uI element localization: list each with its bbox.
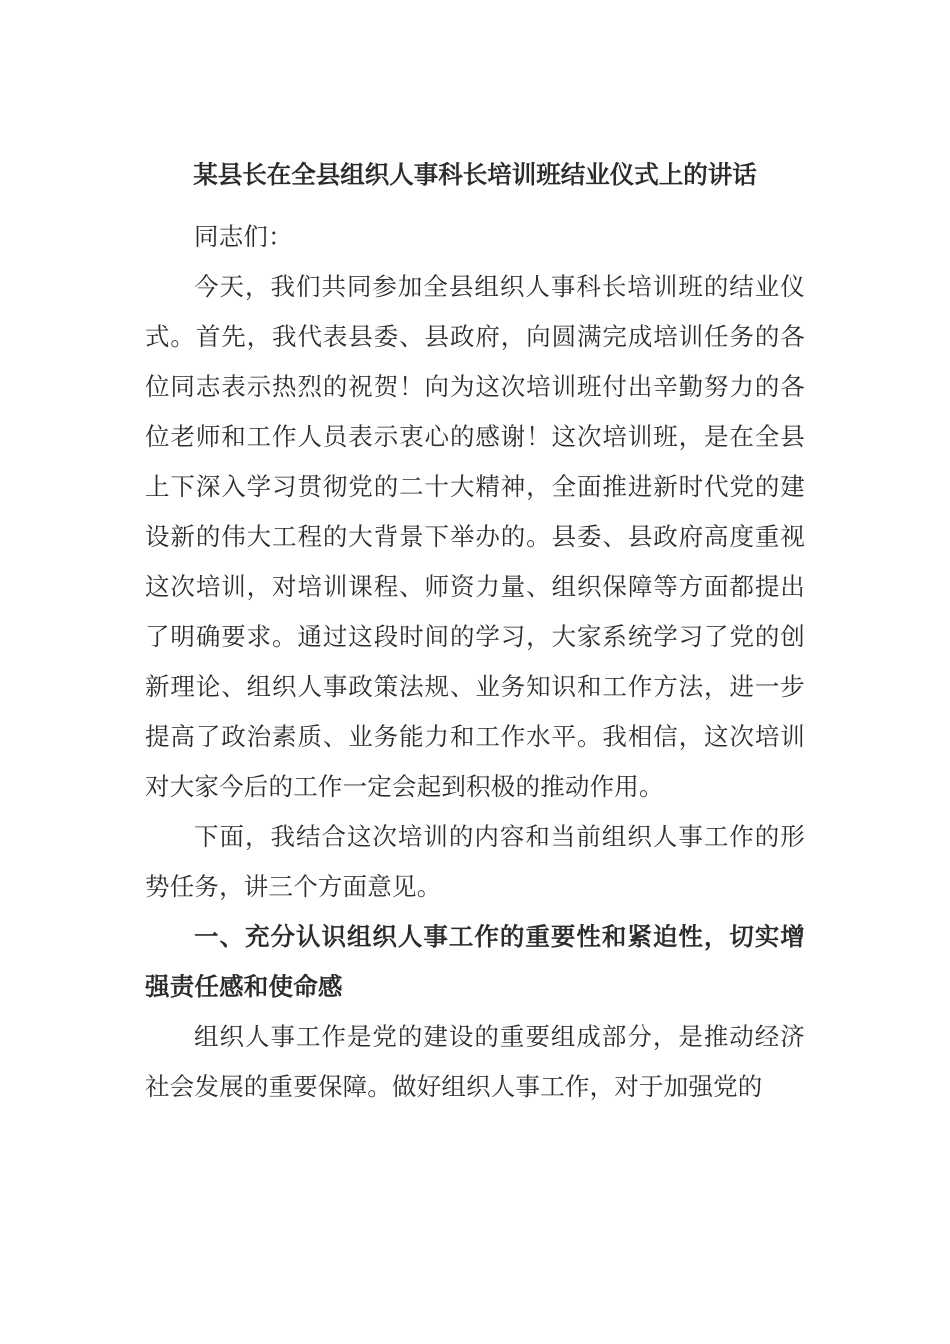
document-title: 某县长在全县组织人事科长培训班结业仪式上的讲话 (193, 160, 757, 189)
section-paragraph: 组织人事工作是党的建设的重要组成部分，是推动经济社会发展的重要保障。做好组织人事工作，对于加强党的 (145, 1022, 805, 1101)
body-paragraph-outline: 下面，我结合这次培训的内容和当前组织人事工作的形势任务，讲三个方面意见。 (145, 822, 805, 901)
body-paragraph-opening: 今天，我们共同参加全县组织人事科长培训班的结业仪式。首先，我代表县委、县政府，向圆满完成培训任务的各位同志表示热烈的祝贺！向为这次培训班付出辛勤努力的各位老师和工作人员表示衷心的感谢！这次培训班，是在全县上下深入学习贯彻党的二十大精神，全面推进新时代党的建设新的伟大工程的大背景下举办的。县委、县政府高度重视这次培训，对培训课程、师资力量、组织保障等方面都提出了明确要求。通过这段时间的学习，大家系统学习了党的创新理论、组织人事政策法规、业务知识和工作方法，进一步提高了政治素质、业务能力和工作水平。我相信，这次培训对大家今后的工作一定会起到积极的推动作用。 (145, 272, 805, 801)
section-heading: 一、充分认识组织人事工作的重要性和紧迫性，切实增强责任感和使命感 (145, 922, 805, 1001)
document-body (145, 212, 805, 1112)
salutation: 同志们： (194, 222, 293, 251)
